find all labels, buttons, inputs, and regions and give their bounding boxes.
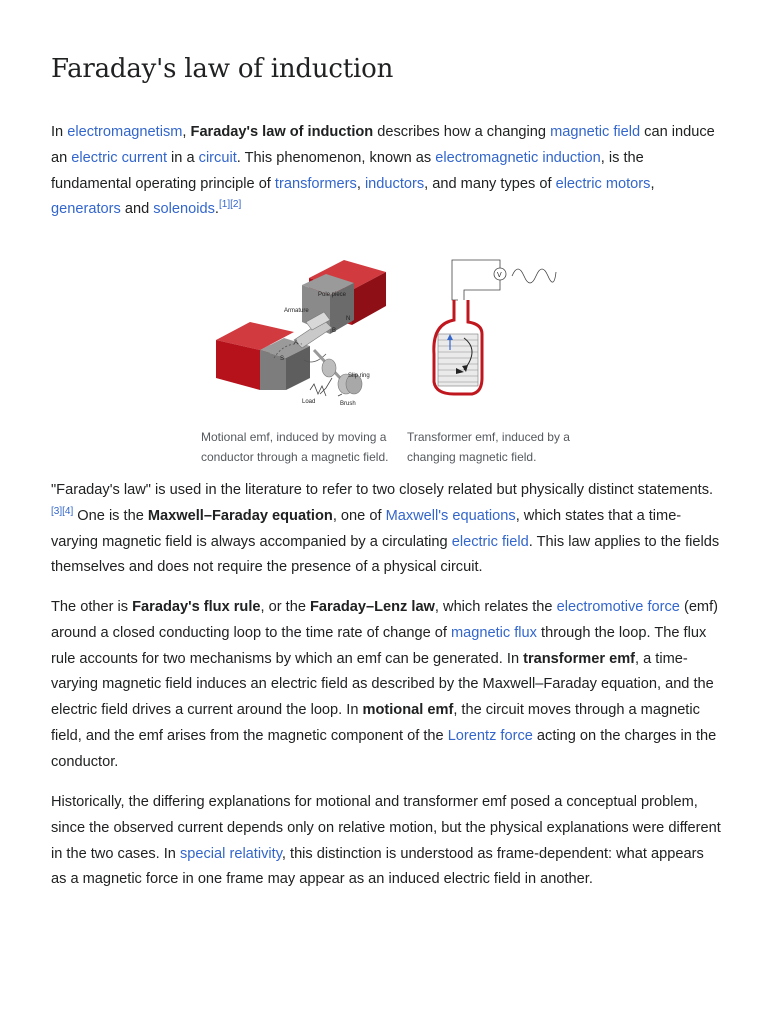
bold-maxwell-faraday-equation: Maxwell–Faraday equation xyxy=(147,507,333,524)
link-electric-field[interactable]: electric field xyxy=(451,533,529,550)
label-pole-piece: Pole piece xyxy=(318,292,347,298)
label-slip-ring: Slip ring xyxy=(348,373,370,379)
link-magnetic-flux[interactable]: magnetic flux xyxy=(450,624,537,641)
link-special-relativity[interactable]: special relativity xyxy=(179,845,282,862)
reference-links-3-4[interactable]: [3][4] xyxy=(51,505,74,517)
link-electric-motors[interactable]: electric motors xyxy=(555,175,651,192)
page-title: Faraday's law of induction xyxy=(51,54,394,84)
link-maxwells-equations[interactable]: Maxwell's equations xyxy=(385,507,516,524)
link-magnetic-field[interactable]: magnetic field xyxy=(550,124,641,140)
link-circuit[interactable]: circuit xyxy=(198,149,237,166)
label-n: N xyxy=(346,316,351,322)
link-electromagnetism[interactable]: electromagnetism xyxy=(67,124,183,140)
figure-caption-transformer-emf: Transformer emf, induced by a changing magnetic field. xyxy=(407,430,570,464)
label-load: Load xyxy=(302,399,316,405)
link-electromagnetic-induction[interactable]: electromagnetic induction xyxy=(435,149,601,166)
bold-motional-emf: motional emf xyxy=(362,702,454,719)
link-solenoids[interactable]: solenoids xyxy=(153,201,215,218)
label-brush: Brush xyxy=(340,401,356,407)
bold-faradays-law: Faraday's law of induction xyxy=(190,124,374,140)
label-s: S xyxy=(280,356,285,362)
bold-flux-rule: Faraday's flux rule xyxy=(132,599,261,615)
label-armature: Armature xyxy=(284,308,309,314)
bold-transformer-emf: transformer emf xyxy=(523,650,636,667)
motional-emf-illustration xyxy=(214,250,394,410)
link-lorentz-force[interactable]: Lorentz force xyxy=(447,727,533,744)
link-electromotive-force[interactable]: electromotive force xyxy=(556,599,680,615)
label-voltmeter: V xyxy=(497,272,502,279)
link-inductors[interactable]: inductors xyxy=(364,175,425,192)
bold-faraday-lenz-law: Faraday–Lenz law xyxy=(310,599,435,615)
figure-caption-motional-emf: Motional emf, induced by moving a conductor through a magnetic field. xyxy=(201,430,389,464)
history-paragraph: Historically, the differing explanations for motional and transformer emf posed a conceptual problem, since the observed current depends only on relative motion, but the physical explanations were different in the two cases. In special relativity, this distinction is understood as frame-dependent: what appears as a magnetic force in one frame may appear as an induced electric field in another. xyxy=(51,794,721,888)
transformer-emf-illustration xyxy=(424,254,564,402)
intro-paragraph: In electromagnetism, Faraday's law of induction describes how a changing magnetic field can induce an electric current in a circuit. This phenomenon, known as electromagnetic induction, is the fundamental operating principle of transformers, inductors, and many types of electric motors, generators and solenoids.[1][2] xyxy=(51,124,715,218)
faradays-law-paragraph: "Faraday's law" is used in the literature to refer to two closely related but physically distinct statements.[3][4] One is the Maxwell–Faraday equation, one of Maxwell's equations, which states that a time-varying magnetic field is always accompanied by a circulating electric field. This law applies to the fields themselves and does not require the presence of a physical circuit. xyxy=(51,482,720,576)
reference-links-1-2[interactable]: [1][2] xyxy=(218,199,242,211)
link-generators[interactable]: generators xyxy=(51,201,121,218)
label-a: A xyxy=(294,340,299,346)
flux-rule-paragraph: The other is Faraday's flux rule, or the Faraday–Lenz law, which relates the electromotive force (emf) around a closed conducting loop to the time rate of change of magnetic flux through the loop. The flux rule accounts for two mechanisms by which an emf can be generated. In transformer emf, a time-varying magnetic field induces an electric field as described by the Maxwell–Faraday equation, and the electric field drives a current around the loop. In motional emf, the circuit moves through a magnetic field, and the emf arises from the magnetic component of the Lorentz force acting on the charges in the conductor. xyxy=(51,599,719,770)
link-transformers[interactable]: transformers xyxy=(274,175,357,192)
link-electric-current[interactable]: electric current xyxy=(71,149,167,166)
label-b: B xyxy=(332,328,337,334)
